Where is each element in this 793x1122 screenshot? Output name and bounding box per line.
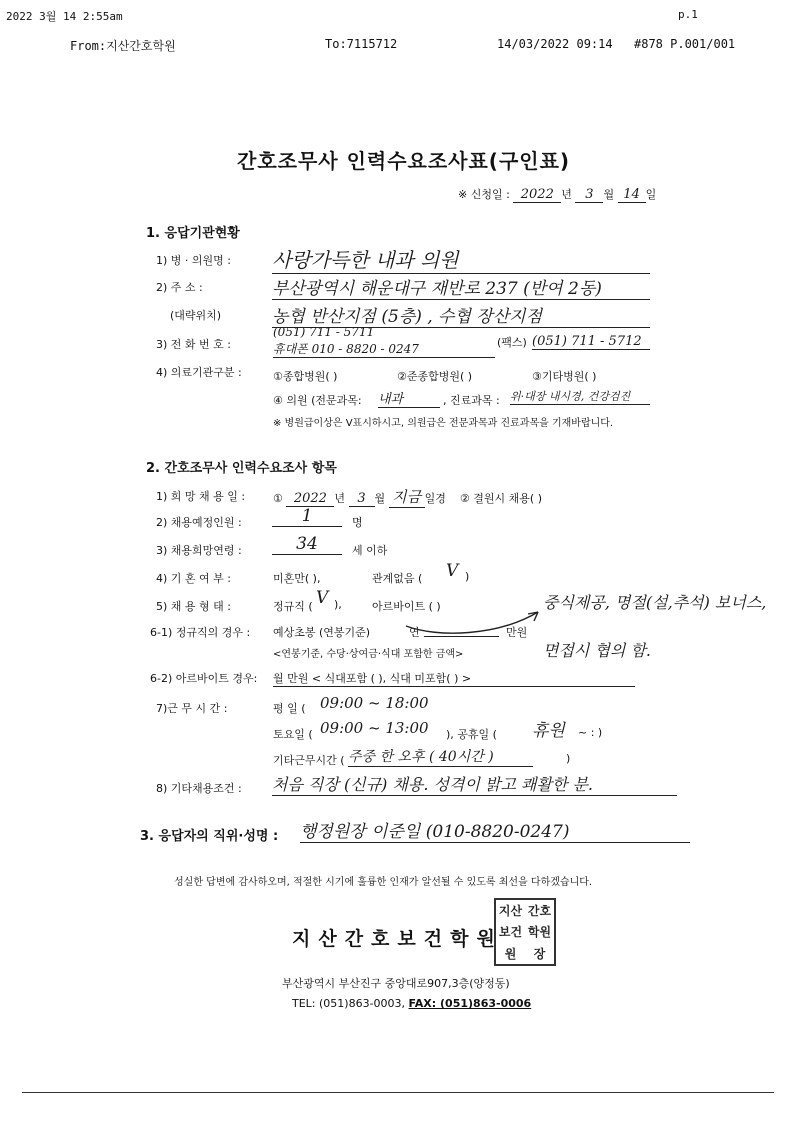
salary-unit-year: 연 [409,626,420,639]
saturday-hours: 09:00 ~ 13:00 [320,719,429,737]
start-day: 지금 [389,486,425,508]
apply-date [458,186,656,203]
salary-handwritten-arrow [398,606,548,644]
phone-value: (051) 711 - 5711 [273,325,375,339]
fax-label: (팩스) [497,336,527,349]
seal-text-5: 원 [504,946,517,961]
form-title: 간호조무사 인력수요조사표(구인표) [237,149,571,173]
salary-unit-manwon: 만원 [506,626,528,639]
seal-text-3: 보건 [498,925,523,940]
seal-text-6: 장 [533,946,546,961]
seal-text-1: 지산 [498,904,523,919]
start-month-unit: 월 [374,492,386,505]
start-date-label: 1) 희 망 채 용 일 : [156,490,246,503]
start-year-unit: 년 [334,492,346,505]
bottom-rule [22,1092,774,1093]
address-value: 부산광역시 해운대구 재반로 237 (반여 2동) [272,274,650,300]
parttime-text: 월 만원 < 식대포함 ( ), 식대 미포함( ) > [273,670,635,687]
hire-count-value: 1 [272,506,342,527]
apply-day: 14 [618,187,646,203]
type-option-other-hospital: ③기타병원( ) [532,370,597,383]
closing-message: 성실한 답변에 감사하오며, 적절한 시기에 훌륭한 인재가 알선될 수 있도록 최선을 다하겠습니다. [174,877,593,888]
fax-job-number: #878 P.001/001 [634,37,736,51]
organization-name: 지산간호보건학원 [292,928,503,950]
address-label: 2) 주 소 : [156,281,203,294]
respondent-value: 행정원장 이준일 (010-8820-0247) [300,817,690,843]
marital-close: ) [465,570,470,583]
start-month: 3 [349,491,375,507]
holiday-label: ), 공휴일 ( [446,728,497,741]
hire-count-unit: 명 [352,516,363,529]
salary-text: 예상초봉 (연봉기준) [273,626,371,639]
age-label: 3) 채용희망연령 : [156,544,242,557]
print-page-number: p.1 [678,8,698,21]
location-label: (대략위치) [170,309,222,322]
section3-heading: 3. 응답자의 직위·성명 : [140,829,279,844]
section1-heading: 1. 응답기관현황 [146,226,240,241]
organization-contact [292,997,531,1010]
weekday-label: 평 일 ( [273,702,306,715]
hire-count-label: 2) 채용예정인원 : [156,516,242,529]
marital-option-single: 미혼만( ), [273,572,321,585]
clinic-name-value: 사랑가득한 내과 의원 [272,244,650,274]
mobile-value: 휴대폰 010 - 8820 - 0247 [273,340,495,358]
institution-type-label: 4) 의료기관구분 : [156,366,242,379]
marital-label: 4) 기 혼 여 부 : [156,572,231,585]
clinic-name-label: 1) 병 · 의원명 : [156,254,231,267]
start-option-1: ① [273,492,283,505]
start-date-row [273,486,542,508]
employment-type-label: 5) 채 용 형 태 : [156,600,231,613]
organization-address: 부산광역시 부산진구 중앙대로907,3층(양정동) [282,977,510,990]
employment-option-fulltime: 정규직 ( [273,600,313,613]
weekday-hours: 09:00 ~ 18:00 [320,694,429,712]
year-unit: 년 [561,188,572,201]
employment-close: ), [334,598,342,611]
other-hours-close: ) [566,752,571,765]
fax-value: (051) 711 - 5712 [532,334,650,350]
start-option-2: ② 결원시 채용( ) [459,492,542,505]
organization-fax: FAX: (051)863-0006 [408,997,532,1010]
other-hours-value: 주중 한 오후 ( 40시간 ) [348,746,533,767]
work-hours-label: 7)근 무 시 간 : [156,702,228,715]
saturday-label: 토요일 ( [273,728,313,741]
age-unit: 세 이하 [352,544,388,557]
department-value: 위·대장 내시경, 건강검진 [510,388,650,405]
day-unit: 일 [645,188,657,201]
department-label: , 진료과목 : [443,394,500,407]
location-value: 농협 반산지점 (5층) , 수협 장산지점 [272,302,650,328]
fax-datetime: 14/03/2022 09:14 [497,37,613,51]
other-hours-label: 기타근무시간 ( [273,754,345,767]
fax-from: From:지산간호학원 [70,39,176,53]
marital-check: V [446,561,459,581]
phone-label: 3) 전 화 번 호 : [156,338,231,351]
month-unit: 월 [603,188,615,201]
parttime-label: 6-2) 아르바이트 경우: [150,672,258,685]
type-option-semi-general: ②준종합병원( ) [397,370,473,383]
holiday-rest: ~ : ) [578,726,603,739]
print-timestamp: 2022 3월 14 2:55am [6,10,123,23]
start-year: 2022 [286,491,334,507]
salary-label: 6-1) 정규직의 경우 : [150,626,251,639]
institution-type-note: ※ 병원급이상은 V표시하시고, 의원급은 전문과목과 진료과목을 기재바랍니다. [273,418,614,429]
holiday-value: 휴원 [532,721,565,741]
employment-option-parttime: 아르바이트 ( ) [372,600,441,613]
organization-tel: TEL: (051)863-0003, [292,997,406,1010]
marital-option-any: 관계없음 ( [372,572,423,585]
employment-check: V [316,588,329,608]
start-day-unit: 일경 [424,492,446,505]
fax-to: To:7115712 [325,37,398,51]
salary-handwritten-negotiable: 면접시 협의 함. [543,641,651,660]
type-option-general-hospital: ①종합병원( ) [273,370,338,383]
apply-date-label: ※ 신청일 : [458,188,510,201]
salary-handwritten-benefits: 중식제공, 명절(설,추석) 보너스, [543,593,767,612]
apply-month: 3 [575,187,603,203]
other-conditions-label: 8) 기타채용조건 : [156,782,242,795]
seal-text-2: 간호 [527,904,552,919]
section2-heading: 2. 간호조무사 인력수요조사 항목 [146,461,337,476]
official-seal [494,898,556,966]
type-option-clinic: ④ 의원 (전문과목: [273,394,362,407]
other-conditions-value: 처음 직장 (신규) 채용. 성격이 밝고 쾌활한 분. [272,772,677,796]
apply-year: 2022 [513,187,561,203]
seal-text-4: 학원 [527,925,552,940]
specialty-value: 내과 [378,388,440,408]
salary-note: <연봉기준, 수당·상여금·식대 포함한 금액> [273,649,464,660]
age-value: 34 [272,534,342,555]
